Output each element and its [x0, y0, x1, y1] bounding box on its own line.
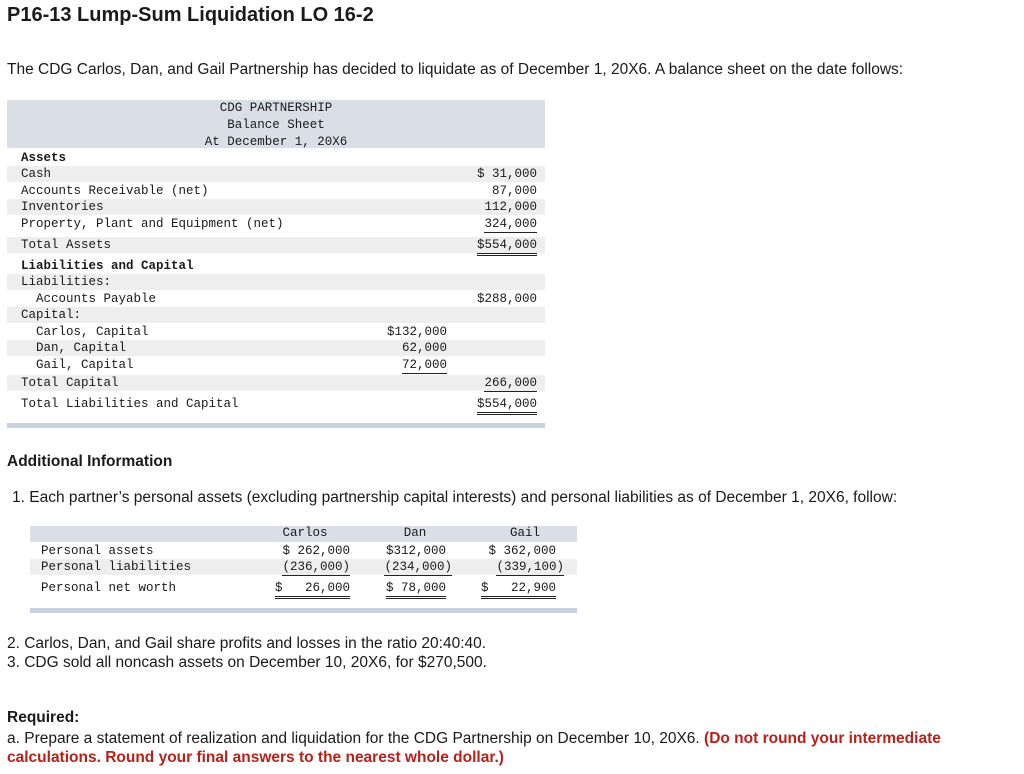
- bs-total-capital-amount: 266,000: [484, 376, 537, 390]
- required-part-a: [7, 729, 1012, 767]
- bs-capital-label: Capital:: [21, 308, 82, 322]
- bs-ap-label: Accounts Payable: [36, 292, 157, 306]
- required-a-rounding-note: (Do not round your intermediate calculations. Round your final answers to the nearest whole dollar.): [7, 730, 941, 766]
- pt-assets-label: Personal assets: [41, 544, 154, 558]
- bs-ap-amount: $288,000: [476, 292, 537, 306]
- bs-cash-amount: $ 31,000: [476, 167, 537, 181]
- bs-assets-label: Assets: [21, 151, 67, 165]
- bs-gail-amount: 72,000: [401, 358, 447, 372]
- bs-row-liabilities-label: [7, 274, 545, 290]
- bs-total-capital-label: Total Capital: [21, 376, 119, 390]
- bs-total-lc-label: Total Liabilities and Capital: [21, 397, 239, 411]
- pt-liabilities-label: Personal liabilities: [41, 560, 192, 574]
- pt-liabilities-carlos: (236,000): [282, 560, 350, 574]
- bs-carlos-amount: $132,000: [386, 325, 447, 339]
- bs-total-assets-amount: $554,000: [477, 237, 537, 256]
- problem-title: P16-13 Lump-Sum Liquidation LO 16-2: [7, 4, 374, 26]
- bs-row-capital-label: [7, 307, 545, 323]
- bs-statement-name: Balance Sheet: [227, 118, 325, 132]
- pt-assets-gail: $ 362,000: [488, 544, 556, 558]
- pt-assets-carlos: $ 262,000: [282, 544, 350, 558]
- bs-ar-label: Accounts Receivable (net): [21, 184, 209, 198]
- bs-row-inventories: [7, 199, 545, 215]
- pt-net-worth-dan: $ 78,000: [386, 580, 446, 599]
- bs-row-ap: [7, 291, 545, 307]
- pt-liabilities-gail: (339,100): [496, 560, 564, 574]
- pt-header-dan: Dan: [403, 526, 427, 540]
- bs-gail-label: Gail, Capital: [36, 358, 134, 372]
- bs-company-name: CDG PARTNERSHIP: [219, 101, 333, 115]
- info-item-1: 1. Each partner’s personal assets (excluding partnership capital interests) and personal liabilities as of December 1, 20X6, follow:: [12, 489, 898, 506]
- info-item-3: 3. CDG sold all noncash assets on December 10, 20X6, for $270,500.: [7, 654, 487, 671]
- bs-ppe-amount: 324,000: [484, 217, 537, 231]
- pt-header-carlos: Carlos: [282, 526, 328, 540]
- required-heading: Required:: [7, 709, 80, 726]
- bs-row-carlos: [7, 324, 545, 340]
- personal-net-worth-table: [30, 526, 577, 614]
- bs-row-total-assets: [7, 237, 545, 253]
- additional-info-heading: Additional Information: [7, 453, 173, 470]
- pt-row-liabilities: [30, 559, 577, 575]
- bs-inventories-amount: 112,000: [484, 200, 537, 214]
- bs-liab-cap-label: Liabilities and Capital: [21, 259, 194, 273]
- bs-footer-bar: [7, 423, 545, 428]
- bs-row-liab-cap-label: [7, 258, 545, 274]
- bs-carlos-label: Carlos, Capital: [36, 325, 149, 339]
- pt-liabilities-dan: (234,000): [384, 560, 452, 574]
- bs-dan-label: Dan, Capital: [36, 341, 127, 355]
- bs-ppe-label: Property, Plant and Equipment (net): [21, 217, 284, 231]
- bs-total-lc-amount: $554,000: [477, 396, 537, 415]
- pt-header-gail: Gail: [509, 526, 540, 540]
- intro-text: The CDG Carlos, Dan, and Gail Partnership has decided to liquidate as of December 1, 20X6. A balance sheet on the date follows:: [7, 61, 904, 78]
- balance-sheet-table: [7, 100, 545, 428]
- bs-row-dan: [7, 340, 545, 356]
- pt-row-assets: [30, 543, 577, 559]
- info-item-2: 2. Carlos, Dan, and Gail share profits and losses in the ratio 20:40:40.: [7, 635, 487, 652]
- bs-row-total-capital: [7, 375, 545, 391]
- bs-cash-label: Cash: [21, 167, 52, 181]
- bs-row-cash: [7, 166, 545, 182]
- pt-net-worth-gail: $ 22,900: [481, 580, 556, 599]
- bs-row-ar: [7, 183, 545, 199]
- bs-inventories-label: Inventories: [21, 200, 104, 214]
- pt-net-worth-label: Personal net worth: [41, 581, 177, 595]
- bs-ar-amount: 87,000: [491, 184, 537, 198]
- pt-footer-bar: [30, 608, 577, 613]
- bs-row-gail: [7, 357, 545, 373]
- bs-liabilities-label: Liabilities:: [21, 275, 112, 289]
- pt-row-net-worth: [30, 580, 577, 596]
- bs-row-total-lc: [7, 396, 545, 412]
- bs-date: At December 1, 20X6: [204, 135, 348, 149]
- required-a-text: a. Prepare a statement of realization and liquidation for the CDG Partnership on December 10, 20X6.: [7, 730, 700, 747]
- pt-assets-dan: $312,000: [385, 544, 446, 558]
- bs-total-assets-label: Total Assets: [21, 238, 112, 252]
- bs-row-assets-label: [7, 150, 545, 166]
- pt-net-worth-carlos: $ 26,000: [275, 580, 350, 599]
- pt-header-row: [30, 526, 577, 542]
- bs-row-ppe: [7, 216, 545, 232]
- balance-sheet-heading: [7, 100, 545, 148]
- bs-dan-amount: 62,000: [401, 341, 447, 355]
